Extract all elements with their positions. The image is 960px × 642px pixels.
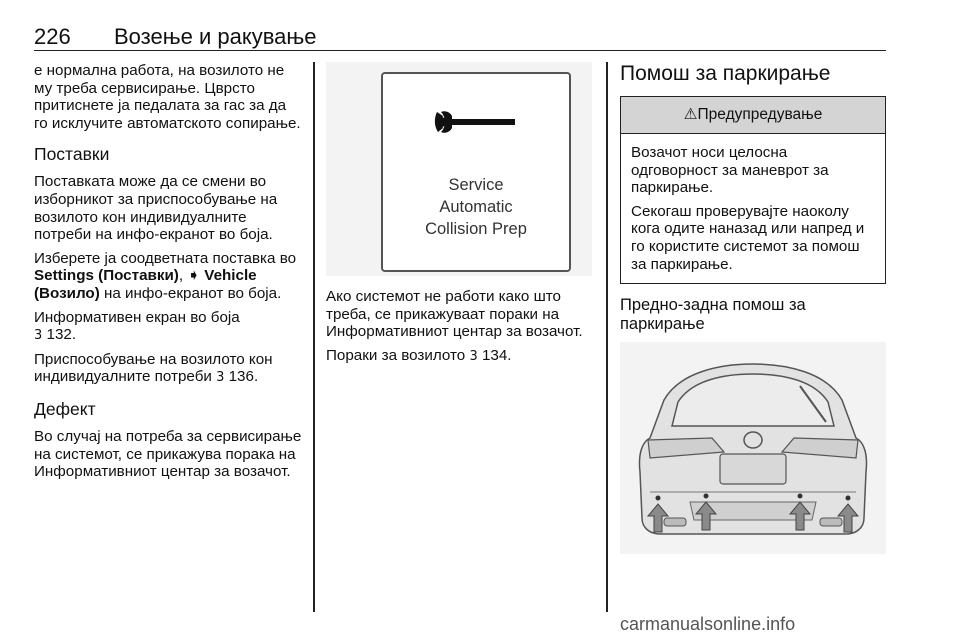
intro-paragraph: е нормална работа, на возилото не му треба сервисирање. Цврсто притиснете ја педалата за гас за да го исклучите автоматското сопирање. xyxy=(34,62,301,132)
xref-icon: 3 xyxy=(34,328,43,344)
warning-body xyxy=(621,134,885,283)
menu-vehicle-label: Vehicle (Возило) xyxy=(34,267,257,302)
service-display-figure xyxy=(326,62,592,276)
section-heading-settings: Поставки xyxy=(34,144,110,165)
car-rear-figure xyxy=(620,342,886,554)
warning-paragraph: Возачот носи целосна одговорност за маневрот за паркирање. xyxy=(631,144,829,197)
xref-personalisation: Приспособување на возилото кон индивидуалните потреби 3 136. xyxy=(34,350,273,386)
column-left xyxy=(34,62,302,487)
warning-paragraph: Секогаш проверувајте наоколу кога одите наназад или напред и го користите системот за помош за паркирање. xyxy=(631,202,865,273)
xref-icon: 3 xyxy=(216,370,225,386)
wrench-icon xyxy=(433,104,519,140)
column-middle xyxy=(326,62,592,371)
column-right xyxy=(620,62,886,554)
settings-paragraph: Поставката може да се смени во изборникот за приспособување на возилото кон индивидуалните потреби на инфо-екранот во боја. xyxy=(34,173,278,244)
page-header xyxy=(34,20,886,51)
page-number: 226 xyxy=(34,24,71,49)
malfunction-paragraph: Ако системот не работи како што треба, се прикажуваат пораки на Информативниот центар за возачот. xyxy=(326,288,583,341)
warning-title: Предупредување xyxy=(697,106,823,123)
display-frame xyxy=(381,72,571,272)
section-title-parking: Помош за паркирање xyxy=(620,62,831,85)
car-rear-illustration xyxy=(620,342,886,554)
warning-box xyxy=(620,96,886,284)
settings-instruction: Изберете ја соодветната поставка во Settings (Поставки), ➧ Vehicle (Возило) на инфо-екранот во боја. xyxy=(34,249,297,302)
column-divider xyxy=(606,62,608,612)
menu-settings-label: Settings (Поставки) xyxy=(34,267,179,285)
menu-arrow-icon: ➧ xyxy=(187,267,201,285)
column-divider xyxy=(313,62,315,612)
xref-info-display: Информативен екран во боја 3 132. xyxy=(34,308,240,344)
warning-header xyxy=(621,97,885,134)
subsection-heading-front-rear: Предно-задна помош за паркирање xyxy=(620,296,806,334)
watermark: carmanualsonline.info xyxy=(620,614,796,634)
xref-icon: 3 xyxy=(469,348,478,364)
warning-triangle-icon: ⚠ xyxy=(683,106,698,123)
xref-vehicle-messages: Пораки за возилото 3 134. xyxy=(326,346,512,364)
fault-paragraph: Во случај на потреба за сервисирање на системот, се прикажува порака на Информативниот центар за возачот. xyxy=(34,427,302,481)
chapter-title: Возење и ракување xyxy=(114,24,317,49)
display-message: Service Automatic Collision Prep xyxy=(425,176,527,238)
section-heading-fault: Дефект xyxy=(34,398,96,419)
